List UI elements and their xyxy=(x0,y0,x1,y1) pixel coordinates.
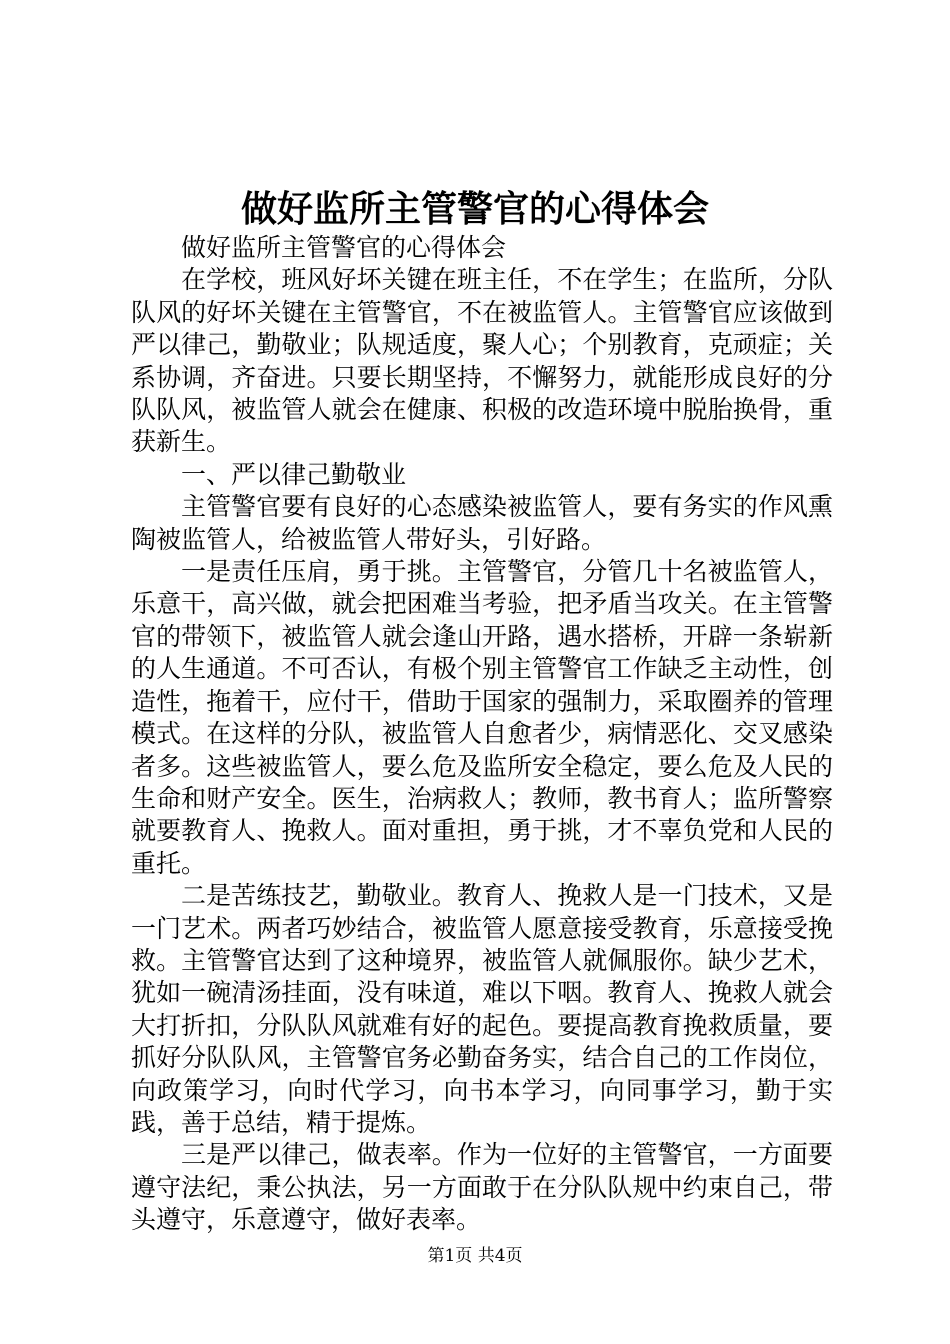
document-body xyxy=(131,232,833,1237)
paragraph-point-1: 一是责任压肩，勇于挑。主管警官，分管几十名被监管人，乐意干，高兴做，就会把困难当考验，把矛盾当攻关。在主管警官的带领下，被监管人就会逢山开路，遇水搭桥，开辟一条崭新的人生通道。不可否认，有极个别主管警官工作缺乏主动性，创造性，拖着干，应付干，借助于国家的强制力，采取圈养的管理模式。在这样的分队，被监管人自愈者少，病情恶化、交叉感染者多。这些被监管人，要么危及监所安全稳定，要么危及人民的生命和财产安全。医生，治病救人；教师，教书育人；监所警察就要教育人、挽救人。面对重担，勇于挑，才不辜负党和人民的重托。 xyxy=(131,557,833,878)
section-heading-1: 一、严以律己勤敬业 xyxy=(181,459,407,489)
paragraph-section-intro: 主管警官要有良好的心态感染被监管人，要有务实的作风熏陶被监管人，给被监管人带好头，引好路。 xyxy=(131,492,833,554)
paragraph-subtitle: 做好监所主管警官的心得体会 xyxy=(181,233,507,262)
paragraph-intro: 在学校，班风好坏关键在班主任，不在学生；在监所，分队队风的好坏关键在主管警官，不在被监管人。主管警官应该做到严以律己，勤敬业；队规适度，聚人心；个别教育，克顽症；关系协调，齐奋进。只要长期坚持，不懈努力，就能形成良好的分队队风，被监管人就会在健康、积极的改造环境中脱胎换骨，重获新生。 xyxy=(131,265,833,457)
document-title: 做好监所主管警官的心得体会 xyxy=(240,188,709,230)
paragraph-point-3: 三是严以律己，做表率。作为一位好的主管警官，一方面要遵守法纪，秉公执法，另一方面敢于在分队队规中约束自己，带头遵守，乐意遵守，做好表率。 xyxy=(131,1140,833,1235)
paragraph-point-2: 二是苦练技艺，勤敬业。教育人、挽救人是一门技术，又是一门艺术。两者巧妙结合，被监管人愿意接受教育，乐意接受挽救。主管警官达到了这种境界，被监管人就佩服你。缺少艺术，犹如一碗清汤挂面，没有味道，难以下咽。教育人、挽救人就会大打折扣，分队队风就难有好的起色。要提高教育挽救质量，要抓好分队队风，主管警官务必勤奋务实，结合自己的工作岗位，向政策学习，向时代学习，向书本学习，向同事学习，勤于实践，善于总结，精于提炼。 xyxy=(131,881,833,1137)
page-number-footer: 第1页 共4页 xyxy=(427,1246,523,1266)
